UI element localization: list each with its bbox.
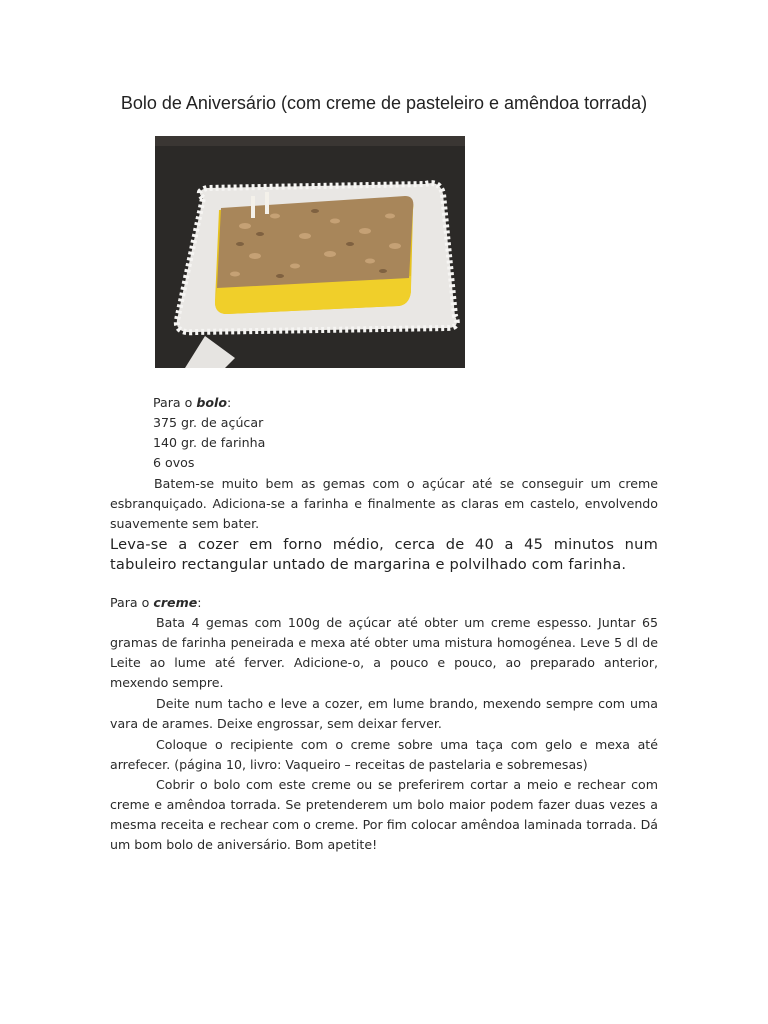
- cake-photo: [155, 136, 465, 368]
- creme-heading-word: creme: [153, 595, 198, 610]
- bolo-heading-word: bolo: [196, 395, 227, 410]
- ingredient-item: 140 gr. de farinha: [153, 435, 266, 450]
- creme-heading-prefix: Para o: [110, 595, 154, 610]
- recipe-title: Bolo de Aniversário (com creme de pasteleiro e amêndoa torrada): [120, 93, 648, 113]
- creme-paragraph-1: Bata 4 gemas com 100g de açúcar até obter um creme espesso. Juntar 65 gramas de farinha peneirada e mexa até obter uma mistura homogénea. Leve 5 dl de Leite ao lume até ferver. Adicione-o, a pouco e pouco, ao preparado anterior, mexendo sempre.: [110, 615, 658, 690]
- bolo-step-2: Leva-se a cozer em forno médio, cerca de 40 a 45 minutos num tabuleiro rectangular untado de margarina e polvilhado com farinha.: [110, 536, 658, 573]
- creme-paragraph-2: Deite num tacho e leve a cozer, em lume brando, mexendo sempre com uma vara de arames. Deixe engrossar, sem deixar ferver.: [110, 696, 658, 731]
- creme-heading-suffix: :: [197, 595, 202, 610]
- creme-heading: [110, 593, 202, 613]
- bolo-heading: [153, 393, 231, 413]
- bolo-step-1: Batem-se muito bem as gemas com o açúcar até se conseguir um creme esbranquiçado. Adiciona-se a farinha e finalmente as claras em castelo, envolvendo suavemente sem bater.: [110, 476, 658, 531]
- creme-paragraph-3: Coloque o recipiente com o creme sobre uma taça com gelo e mexa até arrefecer. (página 10, livro: Vaqueiro – receitas de pastelaria e sobremesas): [110, 737, 658, 772]
- creme-paragraph-4: Cobrir o bolo com este creme ou se preferirem cortar a meio e rechear com creme e amêndoa torrada. Se pretenderem um bolo maior podem fazer duas vezes a mesma receita e rechear com o creme. Por fim colocar amêndoa laminada torrada. Dá um bom bolo de aniversário. Bom apetite!: [110, 777, 658, 852]
- bolo-heading-prefix: Para o: [153, 395, 197, 410]
- birthday-cake-photo: [155, 136, 465, 368]
- ingredient-item: 6 ovos: [153, 455, 195, 470]
- ingredient-item: 375 gr. de açúcar: [153, 415, 264, 430]
- bolo-heading-suffix: :: [227, 395, 232, 410]
